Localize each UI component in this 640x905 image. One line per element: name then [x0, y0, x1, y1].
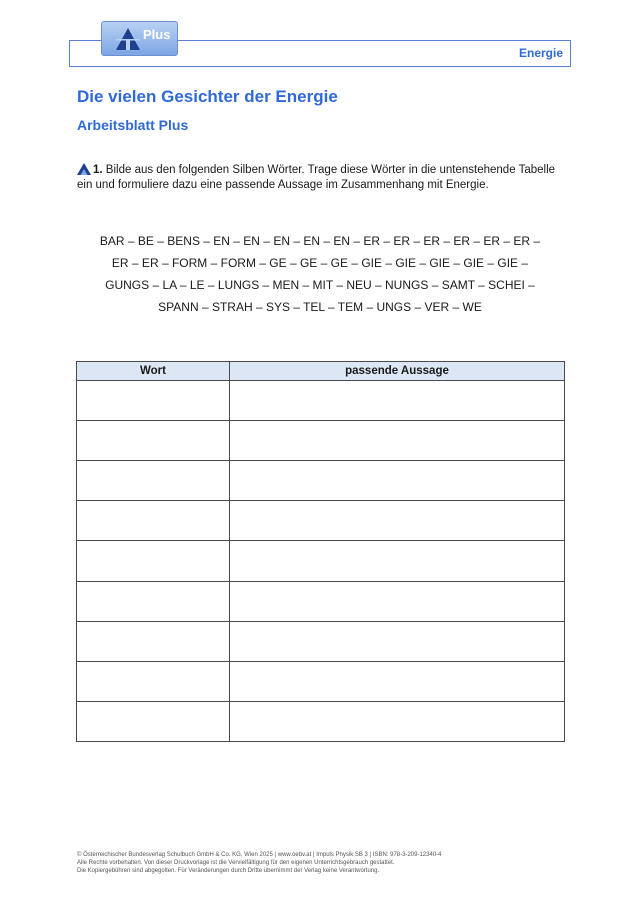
- word-cell[interactable]: [77, 501, 230, 541]
- table-header-row: [77, 362, 565, 381]
- page-subtitle: Arbeitsblatt Plus: [77, 117, 189, 133]
- table-row: [77, 701, 565, 741]
- statement-cell[interactable]: [230, 701, 565, 741]
- table-row: [77, 661, 565, 701]
- syllable-line: SPANN – STRAH – SYS – TEL – TEM – UNGS – VER – WE: [158, 300, 482, 314]
- statement-cell[interactable]: [230, 581, 565, 621]
- answer-table: [76, 361, 565, 742]
- table-row: [77, 541, 565, 581]
- table-row: [77, 501, 565, 541]
- word-cell[interactable]: [77, 621, 230, 661]
- syllable-line: ER – ER – FORM – FORM – GE – GE – GE – GIE – GIE – GIE – GIE – GIE –: [111, 256, 529, 270]
- word-cell[interactable]: [77, 541, 230, 581]
- word-cell[interactable]: [77, 461, 230, 501]
- word-cell[interactable]: [77, 381, 230, 421]
- word-cell[interactable]: [77, 421, 230, 461]
- copyright-footer: [77, 851, 577, 875]
- pyramid-level-icon: [77, 163, 91, 175]
- syllable-line: BAR – BE – BENS – EN – EN – EN – EN – EN – ER – ER – ER – ER – ER – ER –: [99, 234, 541, 248]
- task-text: Bilde aus den folgenden Silben Wörter. Trage diese Wörter in die untenstehende Tabelle ein und formuliere dazu eine passende Aussage im Zusammenhang mit Energie.: [77, 164, 556, 191]
- column-header-word: Wort: [77, 362, 230, 381]
- word-cell[interactable]: [77, 661, 230, 701]
- table-row: [77, 621, 565, 661]
- word-cell[interactable]: [77, 701, 230, 741]
- statement-cell[interactable]: [230, 661, 565, 701]
- logo-text: Plus: [143, 27, 171, 42]
- statement-cell[interactable]: [230, 381, 565, 421]
- syllable-list: [70, 230, 570, 318]
- header-topic: Energie: [518, 46, 563, 60]
- statement-cell[interactable]: [230, 541, 565, 581]
- task-number: 1.: [93, 164, 103, 176]
- page-title: Die vielen Gesichter der Energie: [77, 87, 338, 106]
- table-row: [77, 421, 565, 461]
- plus-logo: [101, 21, 178, 56]
- column-header-statement: passende Aussage: [230, 362, 565, 381]
- table-row: [77, 581, 565, 621]
- statement-cell[interactable]: [230, 461, 565, 501]
- word-cell[interactable]: [77, 581, 230, 621]
- table-row: [77, 461, 565, 501]
- footer-line: © Österreichischer Bundesverlag Schulbuch GmbH & Co. KG, Wien 2025 | www.oebv.at | Impuls Physik SB 3 | ISBN: 978-3-209-12340-4: [77, 852, 442, 858]
- statement-cell[interactable]: [230, 621, 565, 661]
- statement-cell[interactable]: [230, 421, 565, 461]
- table-row: [77, 381, 565, 421]
- statement-cell[interactable]: [230, 501, 565, 541]
- footer-line: Die Kopiergebühren sind abgegolten. Für Veränderungen durch Dritte übernimmt der Verlag keine Verantwortung.: [77, 868, 380, 874]
- syllable-line: GUNGS – LA – LE – LUNGS – MEN – MIT – NEU – NUNGS – SAMT – SCHEI –: [105, 278, 535, 292]
- pyramid-logo-icon: [115, 26, 141, 52]
- footer-line: Alle Rechte vorbehalten. Von dieser Druckvorlage ist die Vervielfältigung für den eigenen Unterrichtsgebrauch gestattet.: [77, 860, 395, 866]
- task-instruction: [77, 163, 567, 193]
